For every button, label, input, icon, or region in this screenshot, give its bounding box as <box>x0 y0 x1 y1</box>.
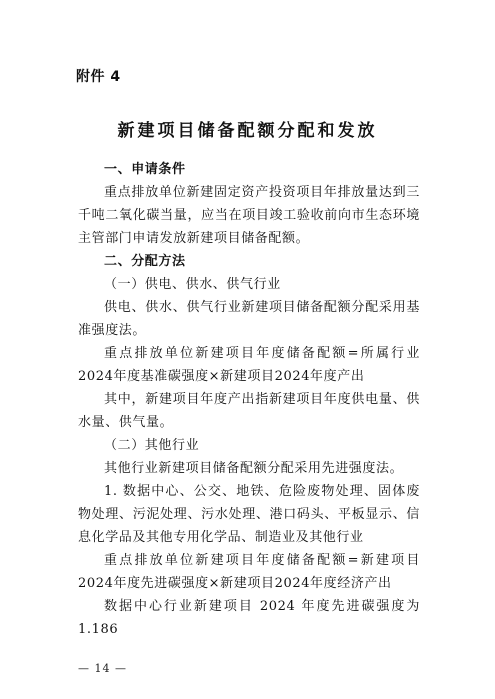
paragraph-application-requirement: 重点排放单位新建固定资产投资项目年排放量达到三千吨二氧化碳当量，应当在项目竣工验收前向市生态环境主管部门申请发放新建项目储备配额。 <box>78 185 420 246</box>
paragraph-utilities-output-definition: 其中，新建项目年度产出指新建项目年度供电量、供水量、供气量。 <box>78 392 420 430</box>
page-number: — 14 — <box>78 662 127 675</box>
document-body <box>78 158 420 641</box>
section-heading-application-conditions: 一、申请条件 <box>104 162 186 177</box>
annex-label: 附件 4 <box>76 69 121 85</box>
subsection-heading-utilities: （一）供电、供水、供气行业 <box>104 277 281 292</box>
paragraph-utilities-method: 供电、供水、供气行业新建项目储备配额分配采用基准强度法。 <box>78 300 420 338</box>
document-title: 新建项目储备配额分配和发放 <box>117 121 378 141</box>
paragraph-industry-list: 1. 数据中心、公交、地铁、危险废物处理、固体废物处理、污泥处理、污水处理、港口码头、平板显示、信息化学品及其他专用化学品、制造业及其他行业 <box>78 484 420 545</box>
paragraph-other-industries-formula: 重点排放单位新建项目年度储备配额=新建项目2024年度先进碳强度×新建项目2024年度经济产出 <box>78 553 420 591</box>
section-heading-allocation-method: 二、分配方法 <box>104 254 186 269</box>
paragraph-other-industries-method: 其他行业新建项目储备配额分配采用先进强度法。 <box>104 461 404 476</box>
subsection-heading-other-industries: （二）其他行业 <box>104 438 200 453</box>
paragraph-data-center-intensity: 数据中心行业新建项目 2024 年度先进碳强度为 1.186 <box>78 599 420 637</box>
paragraph-utilities-formula: 重点排放单位新建项目年度储备配额=所属行业2024年度基准碳强度×新建项目2024年度产出 <box>78 346 420 384</box>
